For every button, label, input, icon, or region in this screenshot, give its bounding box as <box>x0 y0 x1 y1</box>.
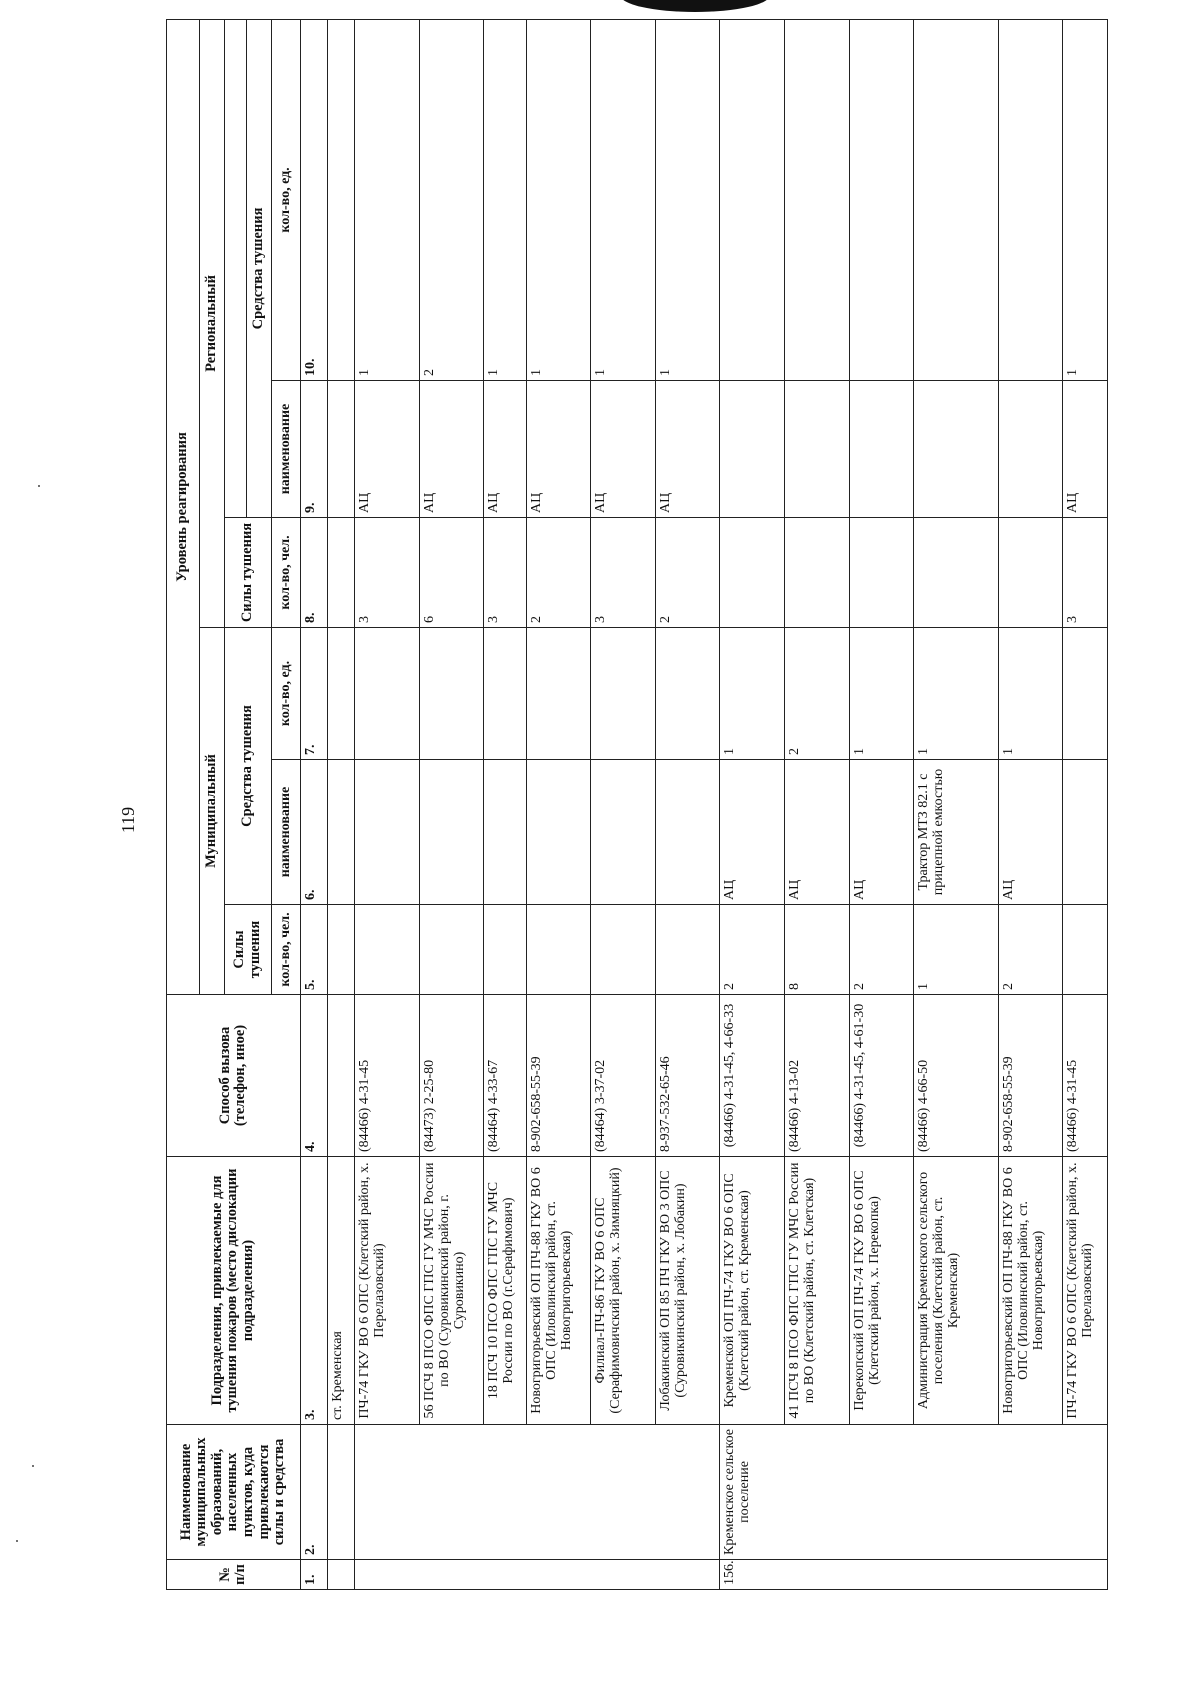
qty-cell: 1 <box>849 628 914 760</box>
forces-cell: 3 <box>484 518 526 628</box>
header-call-method: Способ вызова (телефон, иное) <box>167 995 301 1157</box>
unit-cell: Филиал-ПЧ-86 ГКУ ВО 6 ОПС (Серафимовичский район, х. Зимняцкий) <box>591 1157 656 1425</box>
header-qty-units-municipal: кол-во, ед. <box>271 628 300 760</box>
unit-cell: Перекопский ОП ПЧ-74 ГКУ ВО 6 ОПС (Клетский район, х. Перекопка) <box>849 1157 914 1425</box>
column-number-row <box>300 19 328 1589</box>
qty-cell: 1 <box>355 19 420 380</box>
qty-cell: 1 <box>526 19 591 380</box>
qty-cell: 1 <box>484 19 526 380</box>
table-row <box>849 19 914 1589</box>
means-cell: АЦ <box>419 381 484 518</box>
phone-cell: (84466) 4-13-02 <box>784 995 849 1157</box>
means-cell: АЦ <box>591 381 656 518</box>
forces-cell: 6 <box>419 518 484 628</box>
qty-cell: 2 <box>784 628 849 760</box>
phone-cell: (84464) 3-37-02 <box>591 995 656 1157</box>
header-name-regional: наименование <box>271 381 300 518</box>
unit-cell: Новогригорьевский ОП ПЧ-88 ГКУ ВО 6 ОПС (Иловлинский район, ст. Новогригорьевская) <box>526 1157 591 1425</box>
settlement-cell: ст. Кременская <box>328 1157 355 1425</box>
phone-cell: (84473) 2-25-80 <box>419 995 484 1157</box>
unit-cell: 56 ПСЧ 8 ПСО ФПС ГПС ГУ МЧС России по ВО (Суровикинский район, г. Суровикино) <box>419 1157 484 1425</box>
means-cell: АЦ <box>484 381 526 518</box>
phone-cell: 8-902-658-55-39 <box>526 995 591 1157</box>
means-cell: АЦ <box>849 760 914 905</box>
means-cell: АЦ <box>998 760 1063 905</box>
column-number: 1. <box>300 1560 328 1590</box>
unit-cell: ПЧ-74 ГКУ ВО 6 ОПС (Клетский район, х. Перелазовский) <box>355 1157 420 1425</box>
forces-cell: 2 <box>998 905 1063 995</box>
phone-cell: (84466) 4-66-50 <box>914 995 999 1157</box>
column-number: 4. <box>300 995 328 1157</box>
means-cell: АЦ <box>526 381 591 518</box>
table-row <box>484 19 526 1589</box>
unit-cell: 41 ПСЧ 8 ПСО ФПС ГПС ГУ МЧС России по ВО (Клетский район, ст. Клетская) <box>784 1157 849 1425</box>
table-row <box>784 19 849 1589</box>
column-number: 3. <box>300 1157 328 1425</box>
column-number: 6. <box>300 760 328 905</box>
means-cell: АЦ <box>655 381 720 518</box>
forces-cell: 3 <box>355 518 420 628</box>
unit-cell: Администрация Кременского сельского поселения (Клетский район, ст. Кременская) <box>914 1157 999 1425</box>
qty-cell: 1 <box>998 628 1063 760</box>
header-means-municipal: Средства тушения <box>224 628 271 905</box>
forces-cell: 2 <box>720 905 785 995</box>
column-number: 5. <box>300 905 328 995</box>
table-row <box>655 19 720 1589</box>
means-cell: АЦ <box>355 381 420 518</box>
qty-cell: 1 <box>591 19 656 380</box>
means-cell: Трактор МТЗ 82.1 с прицепной емкостью <box>914 760 999 905</box>
qty-cell: 1 <box>720 628 785 760</box>
column-number: 7. <box>300 628 328 760</box>
unit-cell: Кременской ОП ПЧ-74 ГКУ ВО 6 ОПС (Клетский район, ст. Кременская) <box>720 1157 785 1425</box>
forces-cell: 2 <box>526 518 591 628</box>
header-number: № п/п <box>167 1560 301 1590</box>
header-qty-units-regional: кол-во, ед. <box>271 19 300 380</box>
forces-cell: 2 <box>849 905 914 995</box>
forces-cell: 3 <box>1063 518 1108 628</box>
table-row <box>720 19 785 1589</box>
phone-cell: (84466) 4-31-45, 4-66-33 <box>720 995 785 1157</box>
qty-cell: 2 <box>419 19 484 380</box>
phone-cell: (84466) 4-31-45 <box>355 995 420 1157</box>
header-qty-people-municipal: кол-во, чел. <box>271 905 300 995</box>
unit-cell: 18 ПСЧ 10 ПСО ФПС ГПС ГУ МЧС России по ВО (г.Серафимович) <box>484 1157 526 1425</box>
phone-cell: 8-902-658-55-39 <box>998 995 1063 1157</box>
header-response-level: Уровень реагирования <box>167 19 200 994</box>
row-number: 156. <box>720 1560 1108 1590</box>
table-row <box>591 19 656 1589</box>
header-regional: Региональный <box>200 19 224 627</box>
column-number: 9. <box>300 381 328 518</box>
qty-cell: 1 <box>1063 19 1108 380</box>
table-row <box>328 19 355 1589</box>
phone-cell: (84464) 4-33-67 <box>484 995 526 1157</box>
table-row <box>1063 19 1108 1589</box>
table-row <box>526 19 591 1589</box>
table-row <box>419 19 484 1589</box>
qty-cell: 1 <box>655 19 720 380</box>
response-level-table <box>166 19 1108 1590</box>
phone-cell: (84466) 4-31-45, 4-61-30 <box>849 995 914 1157</box>
municipality-name: Кременское сельское поселение <box>720 1425 1108 1560</box>
header-name-municipal: наименование <box>271 760 300 905</box>
scan-artifact <box>620 0 770 12</box>
table-row <box>355 19 420 1589</box>
header-municipal: Муниципальный <box>200 628 224 995</box>
unit-cell: Лобакинский ОП 85 ПЧ ГКУ ВО 3 ОПС (Суровикинский район, х. Лобакин) <box>655 1157 720 1425</box>
forces-cell: 3 <box>591 518 656 628</box>
column-number: 8. <box>300 518 328 628</box>
header-means-regional: Средства тушения <box>247 19 271 517</box>
unit-cell: ПЧ-74 ГКУ ВО 6 ОПС (Клетский район, х. Перелазовский) <box>1063 1157 1108 1425</box>
unit-cell: Новогригорьевский ОП ПЧ-88 ГКУ ВО 6 ОПС (Иловлинский район, ст. Новогригорьевская) <box>998 1157 1063 1425</box>
header-units: Подразделения, привлекаемые для тушения пожаров (место дислокации подразделения) <box>167 1157 301 1425</box>
forces-cell: 2 <box>655 518 720 628</box>
header-forces-municipal: Силы тушения <box>224 905 271 995</box>
means-cell: АЦ <box>1063 381 1108 518</box>
page-number: 119 <box>118 806 138 834</box>
table-row <box>998 19 1063 1589</box>
means-cell: АЦ <box>784 760 849 905</box>
forces-cell: 1 <box>914 905 999 995</box>
header-municipality: Наименование муниципальных образований, населенных пунктов, куда привлекаются силы и средства <box>167 1425 301 1560</box>
table-row <box>914 19 999 1589</box>
column-number: 10. <box>300 19 328 380</box>
phone-cell: 8-937-532-65-46 <box>655 995 720 1157</box>
qty-cell: 1 <box>914 628 999 760</box>
phone-cell: (84466) 4-31-45 <box>1063 995 1108 1157</box>
scan-speck <box>38 485 40 487</box>
column-number: 2. <box>300 1425 328 1560</box>
forces-cell: 8 <box>784 905 849 995</box>
header-forces-regional: Силы тушения <box>224 518 271 628</box>
rotated-table-sheet <box>118 20 1108 1590</box>
means-cell: АЦ <box>720 760 785 905</box>
scan-speck <box>16 1540 18 1542</box>
header-blank-regional <box>224 19 246 517</box>
header-qty-people-regional: кол-во, чел. <box>271 518 300 628</box>
scan-speck <box>32 1465 34 1467</box>
